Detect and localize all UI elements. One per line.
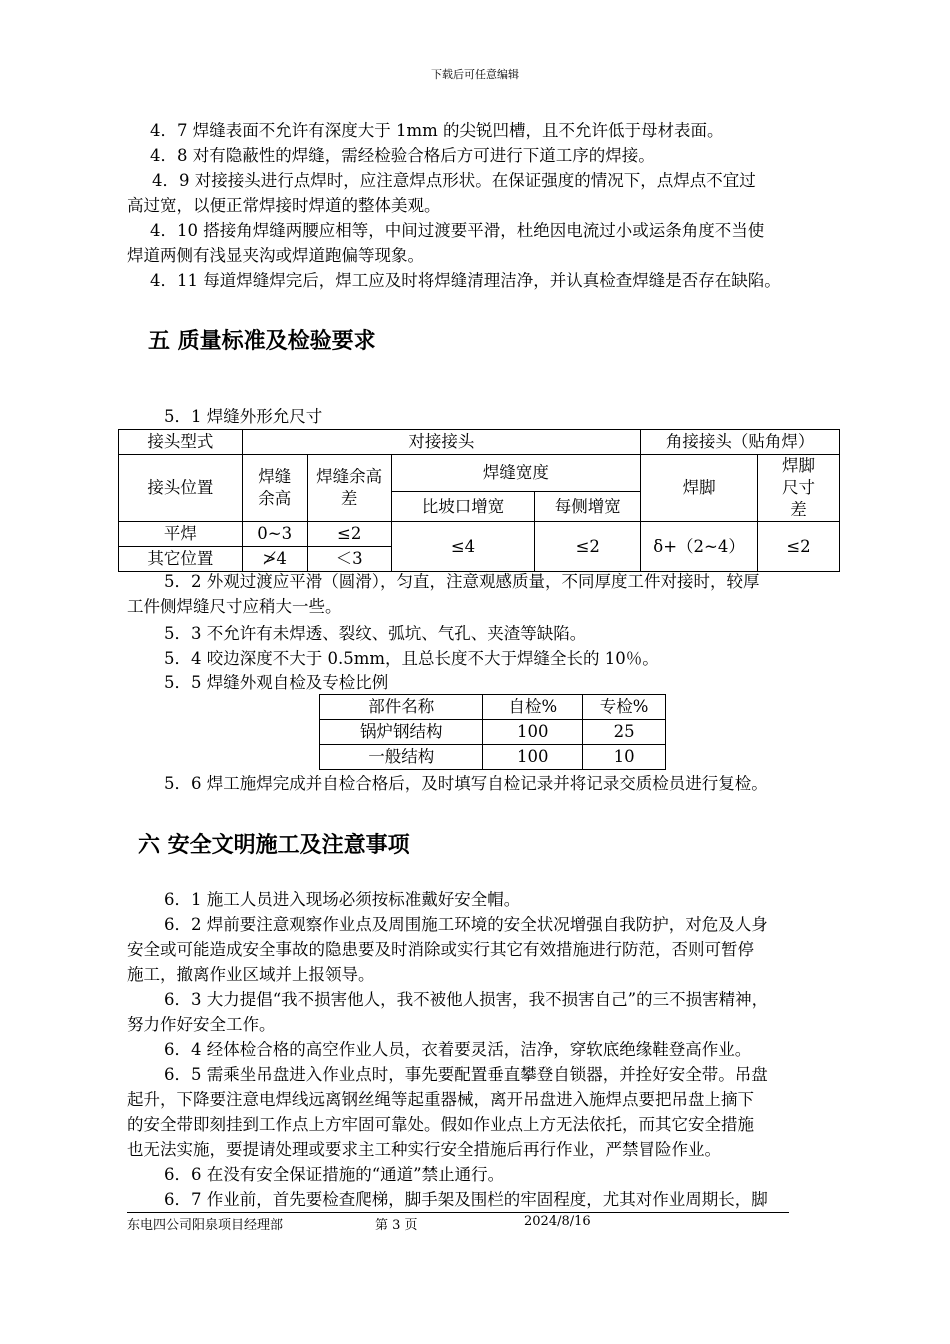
paragraph-4-10-line1: 4．10 搭接角焊缝两腰应相等，中间过渡要平滑，杜绝因电流过小或运条角度不当使: [150, 221, 765, 240]
header-width-vs-groove: 比坡口增宽: [391, 492, 535, 522]
paragraph-6-2-line1: 6．2 焊前要注意观察作业点及周围施工环境的安全状况增强自我防护，对危及人身: [164, 915, 768, 934]
section-6-heading: 六 安全文明施工及注意事项: [138, 832, 410, 858]
row1-diff: ≤2: [307, 522, 391, 547]
footer-date: 2024/8/16: [524, 1214, 591, 1229]
row1-position: 平焊: [119, 522, 243, 547]
paragraph-5-3: 5．3 不允许有未焊透、裂纹、弧坑、气孔、夹渣等缺陷。: [164, 624, 587, 643]
paragraph-6-3-line2: 努力作好安全工作。: [127, 1015, 276, 1034]
paragraph-5-5: 5．5 焊缝外观自检及专检比例: [164, 673, 389, 692]
header-reinforcement: 焊缝余高: [242, 455, 307, 522]
header-fillet-joint: 角接接头（贴角焊）: [641, 430, 840, 455]
header-leg: 焊脚: [641, 455, 758, 522]
table2-header-part: 部件名称: [320, 695, 483, 720]
table-row: [320, 720, 666, 745]
table2-cell: 100: [483, 745, 583, 770]
paragraph-4-7: 4．7 焊缝表面不允许有深度大于 1mm 的尖锐凹槽，且不允许低于母材表面。: [150, 121, 724, 140]
table2-header-self: 自检%: [483, 695, 583, 720]
paragraph-6-6: 6．6 在没有安全保证措施的“通道”禁止通行。: [164, 1165, 505, 1184]
table2-cell: 锅炉钢结构: [320, 720, 483, 745]
inspection-ratio-table: [319, 694, 666, 770]
merged-leg-diff: ≤2: [758, 522, 840, 572]
header-width-per-side: 每侧增宽: [535, 492, 641, 522]
header-reinforcement-diff: 焊缝余高差: [307, 455, 391, 522]
footer-company: 东电四公司阳泉项目经理部: [127, 1218, 284, 1233]
paragraph-6-5-line3: 的安全带即刻挂到工作点上方牢固可靠处。假如作业点上方无法依托，而其它安全措施: [127, 1115, 754, 1134]
paragraph-6-7: 6．7 作业前，首先要检查爬梯，脚手架及围栏的牢固程度，尤其对作业周期长，脚: [164, 1190, 768, 1209]
table2-cell: 一般结构: [320, 745, 483, 770]
merged-leg: δ+（2~4）: [641, 522, 758, 572]
paragraph-6-2-line2: 安全或可能造成安全事故的隐患要及时消除或实行其它有效措施进行防范，否则可暂停: [127, 940, 754, 959]
merged-width-vs-groove: ≤4: [391, 522, 535, 572]
row2-position: 其它位置: [119, 547, 243, 572]
header-joint-type: 接头型式: [119, 430, 243, 455]
merged-width-per-side: ≤2: [535, 522, 641, 572]
paragraph-6-1: 6．1 施工人员进入现场必须按标准戴好安全帽。: [164, 890, 521, 909]
paragraph-4-9-line1: 4．9 对接接头进行点焊时，应注意焊点形状。在保证强度的情况下，点焊点不宜过: [152, 171, 756, 190]
paragraph-4-9-line2: 高过宽，以便正常焊接时焊道的整体美观。: [127, 196, 441, 215]
table2-header-special: 专检%: [583, 695, 666, 720]
paragraph-4-10-line2: 焊道两侧有浅显夹沟或焊道跑偏等现象。: [127, 246, 424, 265]
header-butt-joint: 对接接头: [242, 430, 640, 455]
table2-cell: 25: [583, 720, 666, 745]
table2-cell: 10: [583, 745, 666, 770]
table-row: [320, 745, 666, 770]
paragraph-6-4: 6．4 经体检合格的高空作业人员，衣着要灵活，洁净，穿软底绝缘鞋登高作业。: [164, 1040, 752, 1059]
footer-divider: [127, 1212, 789, 1213]
paragraph-6-3-line1: 6．3 大力提倡“我不损害他人，我不被他人损害，我不损害自己”的三不损害精神，: [164, 990, 769, 1009]
paragraph-5-2-line2: 工件侧焊缝尺寸应稍大一些。: [127, 597, 342, 616]
footer-page-number: 第 3 页: [375, 1218, 418, 1233]
section-5-heading: 五 质量标准及检验要求: [148, 328, 376, 354]
row2-diff: ＜3: [307, 547, 391, 572]
row2-reinforcement: ≯4: [242, 547, 307, 572]
paragraph-5-6: 5．6 焊工施焊完成并自检合格后，及时填写自检记录并将记录交质检员进行复检。: [164, 774, 768, 793]
table2-cell: 100: [483, 720, 583, 745]
header-weld-width: 焊缝宽度: [391, 455, 640, 492]
header-leg-diff: 焊脚尺寸差: [758, 455, 840, 522]
header-note: 下载后可任意编辑: [431, 68, 519, 81]
paragraph-4-11: 4．11 每道焊缝焊完后，焊工应及时将焊缝清理洁净，并认真检查焊缝是否存在缺陷。: [150, 271, 781, 290]
paragraph-6-5-line4: 也无法实施，要提请处理或要求主工种实行安全措施后再行作业，严禁冒险作业。: [127, 1140, 721, 1159]
weld-dimension-table: [118, 429, 840, 572]
paragraph-6-5-line1: 6．5 需乘坐吊盘进入作业点时，事先要配置垂直攀登自锁器，并拴好安全带。吊盘: [164, 1065, 768, 1084]
header-joint-position: 接头位置: [119, 455, 243, 522]
paragraph-4-8: 4．8 对有隐蔽性的焊缝，需经检验合格后方可进行下道工序的焊接。: [150, 146, 655, 165]
paragraph-6-2-line3: 施工，撤离作业区域并上报领导。: [127, 965, 375, 984]
paragraph-6-5-line2: 起升，下降要注意电焊线远离钢丝绳等起重器械，离开吊盘进入施焊点要把吊盘上摘下: [127, 1090, 754, 1109]
row1-reinforcement: 0~3: [242, 522, 307, 547]
paragraph-5-1: 5．1 焊缝外形允尺寸: [164, 407, 323, 426]
paragraph-5-4: 5．4 咬边深度不大于 0.5mm，且总长度不大于焊缝全长的 10％。: [164, 649, 659, 668]
paragraph-5-2-line1: 5．2 外观过渡应平滑（圆滑），匀直，注意观感质量，不同厚度工件对接时，较厚: [164, 572, 760, 591]
